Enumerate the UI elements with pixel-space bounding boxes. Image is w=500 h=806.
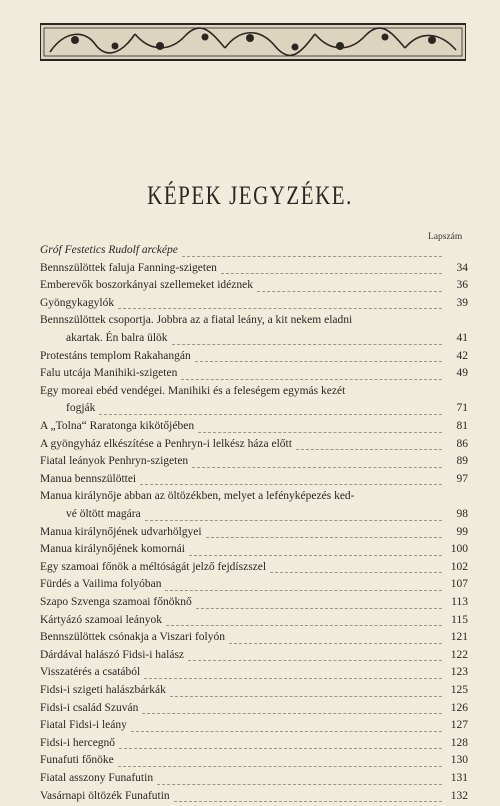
list-item <box>40 737 468 753</box>
dot-leader <box>189 547 442 556</box>
dot-leader <box>198 424 442 433</box>
list-item <box>40 526 468 542</box>
list-item <box>40 543 468 559</box>
entry-page-number: 39 <box>456 296 468 309</box>
dot-leader <box>221 265 442 274</box>
entry-page-number: 123 <box>450 666 468 679</box>
entry-page-number: 131 <box>450 772 468 784</box>
dot-leader <box>181 371 442 380</box>
list-item <box>40 314 468 330</box>
list-item <box>40 719 468 735</box>
entry-page-number: 128 <box>450 736 468 749</box>
entry-page-number: 49 <box>456 367 468 380</box>
entry-page-number: 98 <box>456 508 468 520</box>
entry-text: vé öltött magára <box>66 508 141 520</box>
list-item <box>40 438 468 454</box>
entry-text: A „Tolna“ Raratonga kikötőjében <box>40 420 195 432</box>
entry-text: Funafuti főnöke <box>40 754 114 767</box>
dot-leader <box>195 353 442 362</box>
entry-text: Manua bennszülöttei <box>40 472 137 485</box>
entry-page-number: 89 <box>456 455 468 468</box>
entry-text: Emberevők boszorkányai szellemeket idéznek <box>40 279 253 292</box>
entry-page-number: 121 <box>450 631 468 644</box>
entry-text: Vasárnapi öltözék Funafutin <box>40 789 170 802</box>
entry-text: Fidsi-i hercegnő <box>40 736 116 749</box>
entry-page-number: 86 <box>456 437 468 450</box>
dot-leader <box>145 512 442 521</box>
list-item <box>40 631 468 647</box>
dot-leader <box>229 635 442 644</box>
list-item <box>40 244 468 260</box>
entry-page-number: 42 <box>456 349 468 362</box>
list-item <box>40 367 468 383</box>
list-item <box>40 790 468 806</box>
dot-leader <box>166 617 442 626</box>
entry-text: Bennszülöttek faluja Fanning-szigeten <box>40 261 217 274</box>
dot-leader <box>119 740 442 749</box>
list-item <box>40 561 468 577</box>
list-item <box>40 490 468 506</box>
dot-leader <box>188 652 442 661</box>
entry-page-number: 102 <box>450 560 468 573</box>
list-item <box>40 684 468 700</box>
entry-text: Gróf Festetics Rudolf arcképe <box>40 244 178 256</box>
dot-leader <box>206 529 442 538</box>
entry-text: Visszatérés a csatából <box>40 666 141 679</box>
list-item <box>40 279 468 295</box>
entry-text: Fiatal asszony Funafutin <box>40 772 154 784</box>
dot-leader <box>144 670 442 679</box>
list-item <box>40 596 468 612</box>
entry-page-number: 81 <box>456 420 468 432</box>
dot-leader <box>99 406 442 415</box>
list-item <box>40 332 468 348</box>
list-item <box>40 297 468 313</box>
entry-page-number: 107 <box>450 578 468 591</box>
dot-leader <box>196 600 442 609</box>
entry-text: Manua királynőjének udvarhölgyei <box>40 525 202 538</box>
entry-text: Falu utcája Manihiki-szigeten <box>40 367 178 380</box>
entry-page-number: 115 <box>451 613 468 626</box>
dot-leader <box>257 283 442 292</box>
entry-text: Egy szamoai főnök a méltóságát jelző fejdíszszel <box>40 560 267 573</box>
list-item <box>40 754 468 770</box>
entry-text: Fiatal leányok Penhryn-szigeten <box>40 455 189 468</box>
list-item <box>40 649 468 665</box>
entry-text: Fidsi-i szigeti halászbárkák <box>40 684 166 696</box>
entry-text: Fiatal Fidsi-i leány <box>40 719 127 732</box>
entry-text: Bennszülöttek csónakja a Viszari folyón <box>40 631 225 644</box>
entry-text: A gyöngyház elkészítése a Penhryn-i lelkész háza előtt <box>40 437 292 450</box>
entry-text: Kártyázó szamoai leányok <box>40 613 162 626</box>
dot-leader <box>174 793 442 802</box>
list-item <box>40 772 468 788</box>
dot-leader <box>140 476 442 485</box>
entry-text: fogják <box>66 402 96 415</box>
dot-leader <box>172 336 442 345</box>
dot-leader <box>142 705 442 714</box>
entry-text: Szapo Szvenga szamoai főnöknő <box>40 596 192 608</box>
entry-text: Dárdával halászó Fidsi-i halász <box>40 648 185 661</box>
entry-text: Manua királynőjének komornái <box>40 543 185 556</box>
entry-text: akartak. Én balra ülök <box>66 332 168 344</box>
entry-page-number: 113 <box>451 596 468 608</box>
entry-text: Protestáns templom Rakahangán <box>40 349 191 362</box>
entry-page-number: 125 <box>450 684 468 696</box>
entry-text: Bennszülöttek csoportja. Jobbra az a fiatal leány, a kit nekem eladni <box>40 314 353 327</box>
entry-page-number: 36 <box>456 279 468 292</box>
dot-leader <box>170 688 442 697</box>
list-item <box>40 455 468 471</box>
list-item <box>40 614 468 630</box>
dot-leader <box>182 248 442 257</box>
list-item <box>40 578 468 594</box>
dot-leader <box>131 723 442 732</box>
list-item <box>40 350 468 366</box>
entry-page-number: 126 <box>450 701 468 714</box>
list-item <box>40 420 468 436</box>
dot-leader <box>157 776 442 785</box>
dot-leader <box>118 758 442 767</box>
list-item <box>40 702 468 718</box>
entry-page-number: 100 <box>450 543 468 556</box>
entry-page-number: 97 <box>456 472 468 485</box>
entry-page-number: 71 <box>456 402 468 415</box>
entry-page-number: 122 <box>450 648 468 661</box>
entry-text: Manua királynője abban az öltözékben, melyet a lefényképezés ked- <box>40 490 355 503</box>
list-item <box>40 508 468 524</box>
entry-text: Gyöngykagylók <box>40 296 115 309</box>
list-item <box>40 666 468 682</box>
entry-page-number: 99 <box>456 525 468 538</box>
list-item <box>40 473 468 489</box>
dot-leader <box>118 300 442 309</box>
list-item <box>40 385 468 401</box>
entry-text: Egy moreai ebéd vendégei. Manihiki és a feleségem egymás kezét <box>40 384 346 397</box>
list-item <box>40 402 468 418</box>
entry-page-number: 127 <box>450 719 468 732</box>
dot-leader <box>165 582 442 591</box>
dot-leader <box>270 564 442 573</box>
page-title: KÉPEK JEGYZÉKE. <box>147 180 353 210</box>
entry-page-number: 34 <box>456 261 468 274</box>
entry-page-number: 41 <box>456 332 468 344</box>
entry-text: Fidsi-i család Szuván <box>40 701 139 714</box>
dot-leader <box>296 441 442 450</box>
dot-leader <box>192 459 442 468</box>
list-item <box>40 262 468 278</box>
entry-page-number: 132 <box>450 789 468 802</box>
page-number-column-label: Lapszám <box>428 232 463 242</box>
entry-text: Fürdés a Vailima folyóban <box>40 578 162 591</box>
entry-page-number: 130 <box>450 754 468 767</box>
